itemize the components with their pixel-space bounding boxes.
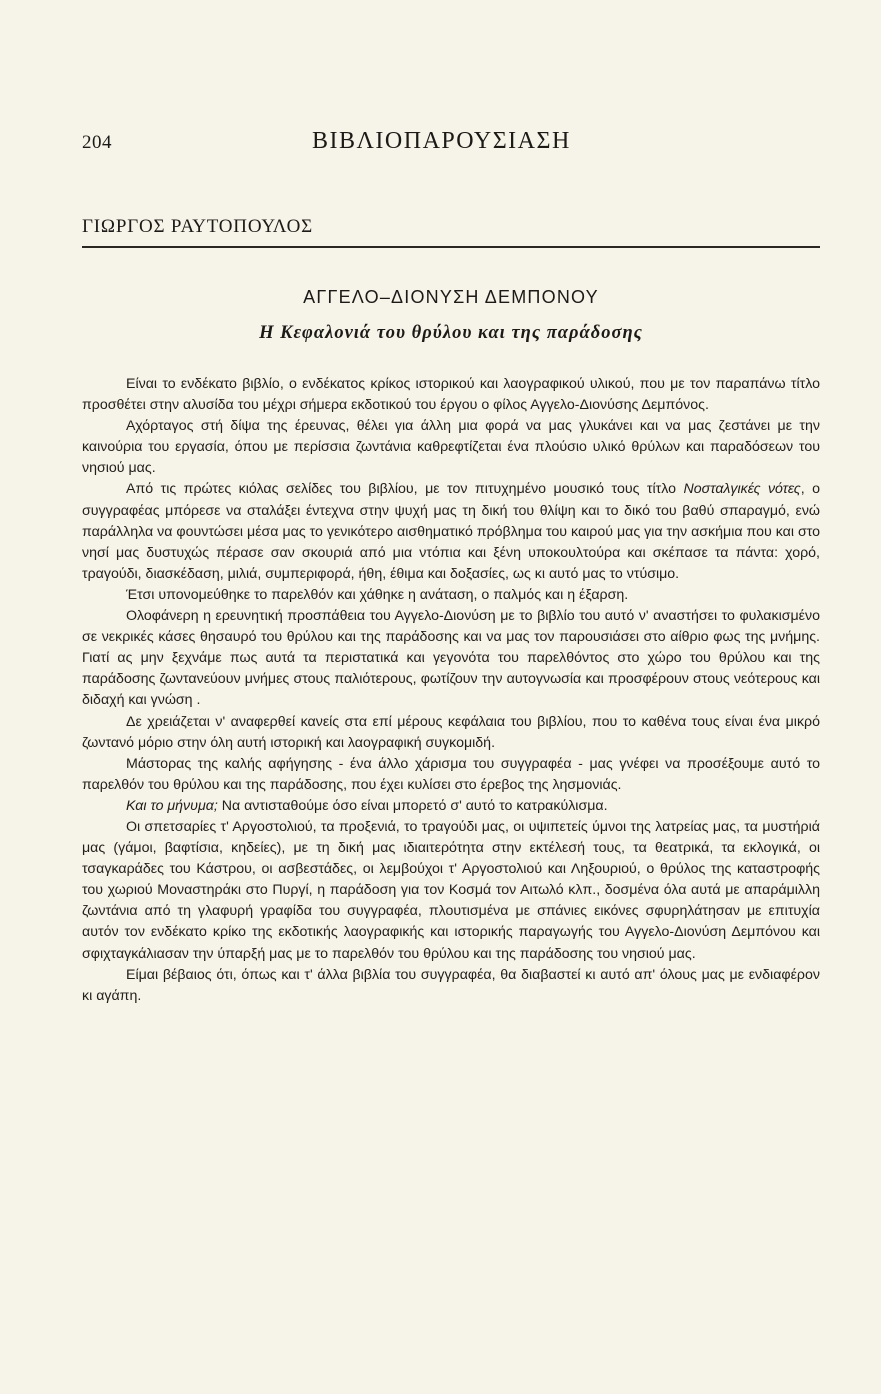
book-author: ΑΓΓΕΛΟ–ΔΙΟΝΥΣΗ ΔΕΜΠΟΝΟΥ [303, 287, 599, 307]
paragraph: Μάστορας της καλής αφήγησης - ένα άλλο χάρισμα του συγγραφέα - μας γνέφει να προσέξουμε αυτό το παρελθόν του θρύλου και της παράδοσης, που έχει κυλίσει στο έρεβος της λησμονιάς. [82, 755, 820, 793]
paragraph: Οι σπετσαρίες τ' Αργοστολιού, τα προξενιά, το τραγούδι μας, οι υψιπετείς ύμνοι της λατρείας μας, τα μυστήριά μας (γάμοι, βαφτίσια, κηδείες), με τη δική μας ιδιαιτερότητα στην εκτέλεσή τους, τα θεατρικά, τα εκλογικά, οι τσαγκαράδες του Κάστρου, οι ασβεστάδες, οι λεμβούχοι τ' Αργοστολιού και Ληξουριού, ο θρύλος της καταστροφής του χωριού Μοναστηράκι στο Πυργί, η παράδοση για τον Κοσμά τον Αιτωλό κλπ., δοσμένα όλα αυτά με απαράμιλλη ζωντάνια από τη γλαφυρή γραφίδα του συγγραφέα, πλουτισμένα με σπάνιες εικόνες σφυρηλάτησαν με επιτυχία αυτόν τον ενδέκατο κρίκο της εκδοτικής λαογραφικής και ιστορικής παραγωγής του Αγγελο-Διονύση Δεμπόνου και σφιχταγκάλιασαν την ύπαρξή μας με το παρελθόν του θρύλου και της παράδοσης του νησιού μας. [82, 818, 820, 962]
paragraph-text: , ο συγγραφέας μπόρεσε να σταλάξει έντεχνα στην ψυχή μας τη δική του θλίψη και το δικό του βαθύ σπαραγμό, ενώ παράλληλα να φουντώσει μέσα μας το γενικότερο αισθηματικό πρόβλημα του καιρού μας για την ασκήμια που και στο νησί μας δυστυχώς πέρασε σαν σκουριά από μια ντόπια και ξένη υποκουλτούρα και σκέπασε τα πάντα: χορό, τραγούδι, διασκέδαση, μιλιά, συμπεριφορά, ήθη, έθιμα και δοξασίες, ως κι αυτό μας το ντύσιμο. [82, 481, 820, 582]
page-number: 204 [82, 132, 112, 153]
book-title: Η Κεφαλονιά του θρύλου και της παράδοσης [259, 323, 643, 343]
paragraph: Είμαι βέβαιος ότι, όπως και τ' άλλα βιβλία του συγγραφέα, θα διαβαστεί κι αυτό απ' όλους μας με ενδιαφέρον κι αγάπη. [82, 966, 820, 1004]
paragraph [82, 479, 820, 584]
reviewer-name: ΓΙΩΡΓΟΣ ΡΑΥΤΟΠΟΥΛΟΣ [82, 216, 313, 237]
paragraph [82, 416, 820, 479]
paragraph [82, 796, 820, 817]
paragraph: Είναι το ενδέκατο βιβλίο, ο ενδέκατος κρίκος ιστορικού και λαογραφικού υλικού, που με τον παραπάνω τίτλο προσθέτει στην αλυσίδα του μέχρι σήμερα εκδοτικού του έργου ο φίλος Αγγελο-Διονύσης Δεμπόνος. [82, 376, 820, 414]
divider-rule [82, 246, 820, 248]
review-body [82, 374, 820, 1007]
paragraph-text: Να αντισταθούμε όσο είναι μπορετό σ' αυτό το κατρακύλισμα. [217, 797, 608, 814]
paragraph: Έτσι υπονομεύθηκε το παρελθόν και χάθηκε η ανάταση, ο παλμός και η έξαρση. [126, 586, 629, 603]
running-title: ΒΙΒΛΙΟΠΑΡΟΥΣΙΑΣΗ [312, 128, 571, 154]
italic-phrase: Νοσταλγικές νότες [683, 481, 801, 498]
paragraph-text: Αχόρταγος στή δίψα της έρευνας, θέλει για άλλη μια φορά να μας γλυκάνει και να μας ζεστάνει με την καινούρια του εργασία, όπου με περίσσια ζωντάνια καθρεφτίζεται ένα πλούσιο υλικό θρύλων και παραδόσεων του νησιού μας. [82, 418, 820, 477]
paragraph: Ολοφάνερη η ερευνητική προσπάθεια του Αγγελο-Διονύση με το βιβλίο του αυτό ν' αναστήσει το φυλακισμένο σε νεκρικές κάσες θησαυρό του θρύλου και της παράδοσης και να μας τον παρουσιάσει στο αίθριο φως της μνήμης. Γιατί ας μην ξεχνάμε πως αυτά τα περιστατικά και γεγονότα του παρελθόντος στο χώρο του θρύλου και της παράδοσης ζωντανεύουν μνήμες στους παλιότερους, φωτίζουν την αυτογνωσία και προσφέρουν στους νεότερους και διδαχή και γνώση . [82, 608, 820, 709]
paragraph: Δε χρειάζεται ν' αναφερθεί κανείς στα επί μέρους κεφάλαια του βιβλίου, που το καθένα τους είναι ένα μικρό ζωντανό μόριο στην όλη αυτή ιστορική και λαογραφική συγκομιδή. [82, 713, 820, 751]
page-header [82, 128, 822, 158]
italic-phrase: Και το μήνυμα; [126, 797, 218, 814]
paragraph-text: Από τις πρώτες κιόλας σελίδες του βιβλίου, με τον πιτυχημένο μουσικό τους τίτλο [126, 481, 684, 498]
